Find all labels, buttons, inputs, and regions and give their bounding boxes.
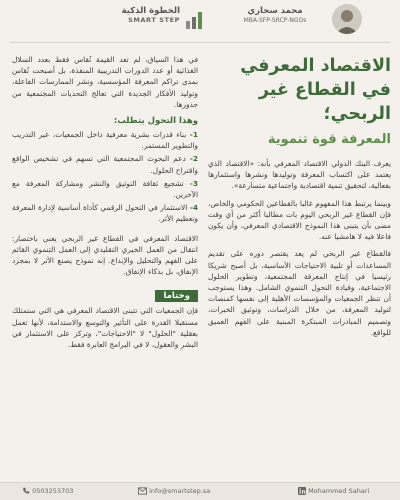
phone-number: 0503253703 xyxy=(32,487,74,495)
author-block xyxy=(220,7,330,25)
smart-step-logo-icon xyxy=(184,9,206,31)
requirements-label: وهذا التحول يتطلب: xyxy=(113,116,198,127)
right-column xyxy=(208,54,391,344)
list-item-number: 2- xyxy=(189,154,198,164)
paragraph-summary: الاقتصاد المعرفي في القطاع غير الربحي يعني باختصار: انتقال من العمل الخيري التقليدي إلى العمل التنموي القائم على الفهم والتحليل والإبداع. إنه نموذج يصنع الأثر لا بمجرد الإنفاق، بل بذكاء الإنفاق. xyxy=(12,233,198,277)
brand-name-ar: الخطوة الذكية xyxy=(121,6,180,16)
footer-email[interactable] xyxy=(138,487,210,495)
paragraph-role: فالقطاع غير الربحي لم يعد يقتصر دوره على تقديم المساعدات أو تلبية الاحتياجات الأساسية، بل أصبح شريكا رئيسيا في إنتاج المعرفة المجتمعية، وتطوير الحلول الاجتماعية، وقيادة التحول التنموي الشامل. وهذا يستوجب أن تنظر الجمعيات والمؤسسات الأهلية إلى نفسها كمنصات لتوليد المعرفة، من خلال الدراسات، وتوثيق الخبرات، وتصميم المبادرات المبتكرة المبنية على الفهم العميق للواقع. xyxy=(208,249,391,337)
requirements-heading xyxy=(12,116,198,126)
avatar xyxy=(332,4,362,34)
closing-label: وختاما xyxy=(155,290,198,302)
brand-block xyxy=(118,7,180,25)
header-divider xyxy=(10,42,390,43)
list-item xyxy=(12,178,198,200)
email-address: info@smartstep.sa xyxy=(149,487,211,495)
email-icon xyxy=(138,487,147,495)
footer-phone[interactable] xyxy=(22,487,73,495)
list-item-number: 4- xyxy=(189,203,198,213)
paragraph-value: في هذا السياق، لم تعد القيمة تُقاس فقط بعدد السلال الغذائية أو عدد الدورات التدريبية المنفذة، بل أصبحت تُقاس بمدى تراكم المعرفة المؤسسية، ونشر الممارسات الفاعلة، وتوليد الأفكار الجديدة التي تعالج التحديات المجتمعية من جذورها. xyxy=(12,55,198,109)
closing-heading xyxy=(12,283,198,305)
author-name-ar: محمد سحاري xyxy=(247,6,303,16)
list-item xyxy=(12,153,198,175)
page-footer xyxy=(0,482,400,500)
article-subheadline: المعرفة قوة تنموية xyxy=(267,132,391,147)
left-column xyxy=(12,54,198,356)
author-credentials: MBA-SFP-SRCP-NGOs xyxy=(243,17,307,24)
list-item xyxy=(12,129,198,151)
footer-linkedin[interactable] xyxy=(298,487,369,495)
list-item-number: 1- xyxy=(189,130,198,140)
page-header xyxy=(0,0,400,44)
list-item xyxy=(12,202,198,224)
paragraph-closing: فإن الجمعيات التي تتبنى الاقتصاد المعرفي هي التي ستمتلك مستقبلا القدرة على التأثير والتوسع والاستدامة، لأنها تعمل بعقلية "الحلول" لا "الاحتياجات"، وتركز على الاستثمار في البشر والعقول، لا في البرامج العابرة فقط. xyxy=(12,306,198,350)
article-headline: الاقتصاد المعرفي في القطاع غير الربحي؛ xyxy=(240,56,391,124)
paragraph-context: وبينما يرتبط هذا المفهوم غالبا بالقطاعين الحكومي والخاص، فإن القطاع غير الربحي اليوم بات مطالبا أكثر من أي وقت مضى بأن يتبنى هذا النموذج الاقتصادي المعرفي، وأن يكون فاعلا فيه لا هامشيا عنه. xyxy=(208,198,391,242)
person-silhouette-icon xyxy=(332,4,362,34)
brand-name-en: SMART STEP xyxy=(128,16,180,24)
list-item-text: تشجيع ثقافة التوثيق والنشر ومشاركة المعرفة مع الآخرين. xyxy=(12,178,198,200)
footer-divider xyxy=(0,482,400,483)
paragraph-definition: يعرف البنك الدولي الاقتصاد المعرفي بأنه: «الاقتصاد الذي يعتمد على اكتساب المعرفة وتوليدها ونشرها واستثمارها بفعالية، لتحقيق تنمية اقتصادية واجتماعية متسارعة». xyxy=(208,159,391,191)
linkedin-name: Mohammed Sahari xyxy=(308,487,370,495)
list-item-text: دعم البحوث المجتمعية التي تسهم في تشخيص الواقع واقتراح الحلول. xyxy=(12,154,198,175)
list-item-text: الاستثمار في التحول الرقمي كأداة أساسية لإدارة المعرفة وتعظيم الأثر. xyxy=(12,203,198,224)
list-item-number: 3- xyxy=(189,178,198,188)
list-item-text: بناء قدرات بشرية معرفية داخل الجمعيات، عبر التدريب والتطوير المستمر. xyxy=(12,130,198,151)
phone-icon xyxy=(22,487,30,495)
linkedin-icon xyxy=(298,487,306,495)
